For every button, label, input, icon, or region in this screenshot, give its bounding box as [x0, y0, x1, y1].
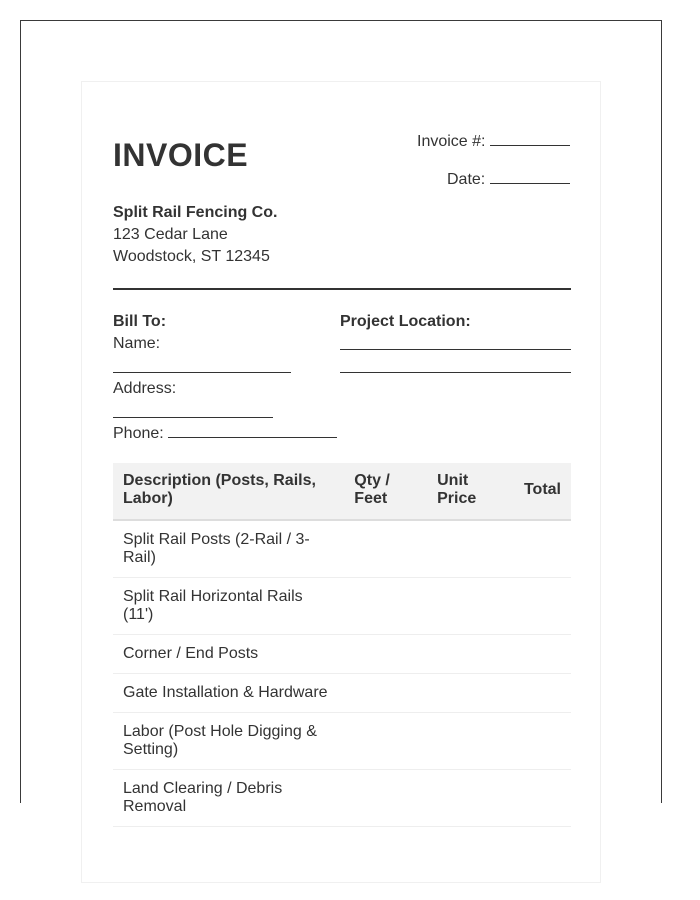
bill-to-phone-field — [113, 423, 337, 445]
bill-to-phone-label: Phone: — [113, 425, 164, 442]
row-qty — [344, 713, 427, 770]
bill-to-heading: Bill To: — [113, 313, 167, 330]
table-header-row — [113, 463, 571, 520]
row-description: Split Rail Posts (2-Rail / 3-Rail) — [113, 520, 344, 578]
row-qty — [344, 635, 427, 674]
bill-to-address-label: Address: — [113, 380, 177, 397]
line-items-table — [113, 463, 571, 827]
invoice-number-blank — [490, 131, 570, 146]
project-location-line2 — [340, 372, 571, 373]
row-unit-price — [427, 713, 514, 770]
header-qty: Qty / Feet — [344, 463, 427, 520]
row-description: Split Rail Horizontal Rails (11') — [113, 578, 344, 635]
row-description: Corner / End Posts — [113, 635, 344, 674]
row-qty — [344, 578, 427, 635]
row-unit-price — [427, 770, 514, 827]
row-qty — [344, 520, 427, 578]
bill-to-name-label: Name: — [113, 335, 161, 352]
table-row — [113, 674, 571, 713]
project-location-line1 — [340, 349, 571, 350]
bill-to-address-line — [113, 417, 273, 418]
row-unit-price — [427, 674, 514, 713]
row-qty — [344, 770, 427, 827]
row-total — [514, 770, 571, 827]
row-total — [514, 635, 571, 674]
date-field — [447, 169, 570, 189]
row-description: Gate Installation & Hardware — [113, 674, 344, 713]
row-unit-price — [427, 520, 514, 578]
project-location-heading: Project Location: — [340, 313, 471, 330]
row-unit-price — [427, 578, 514, 635]
bill-to-name-line — [113, 372, 291, 373]
header-description: Description (Posts, Rails, Labor) — [113, 463, 344, 520]
row-description: Land Clearing / Debris Removal — [113, 770, 344, 827]
invoice-number-field — [417, 131, 570, 151]
row-total — [514, 578, 571, 635]
page-frame — [20, 20, 662, 815]
header-total: Total — [514, 463, 571, 520]
row-description: Labor (Post Hole Digging & Setting) — [113, 713, 344, 770]
row-total — [514, 674, 571, 713]
table-row — [113, 770, 571, 827]
invoice-title: INVOICE — [113, 137, 249, 173]
bill-to-phone-line — [168, 423, 337, 438]
date-blank — [490, 169, 570, 184]
table-row — [113, 520, 571, 578]
date-label: Date: — [447, 171, 486, 188]
table-row — [113, 713, 571, 770]
invoice-document — [81, 81, 601, 883]
row-unit-price — [427, 635, 514, 674]
company-name: Split Rail Fencing Co. — [113, 204, 278, 221]
table-row — [113, 578, 571, 635]
company-block — [113, 202, 277, 268]
invoice-number-label: Invoice #: — [417, 133, 486, 150]
table-row — [113, 635, 571, 674]
row-total — [514, 520, 571, 578]
row-total — [514, 713, 571, 770]
header-divider — [113, 288, 571, 290]
company-address-line1: 123 Cedar Lane — [113, 226, 228, 243]
header-unit-price: Unit Price — [427, 463, 514, 520]
company-address-line2: Woodstock, ST 12345 — [113, 248, 270, 265]
row-qty — [344, 674, 427, 713]
